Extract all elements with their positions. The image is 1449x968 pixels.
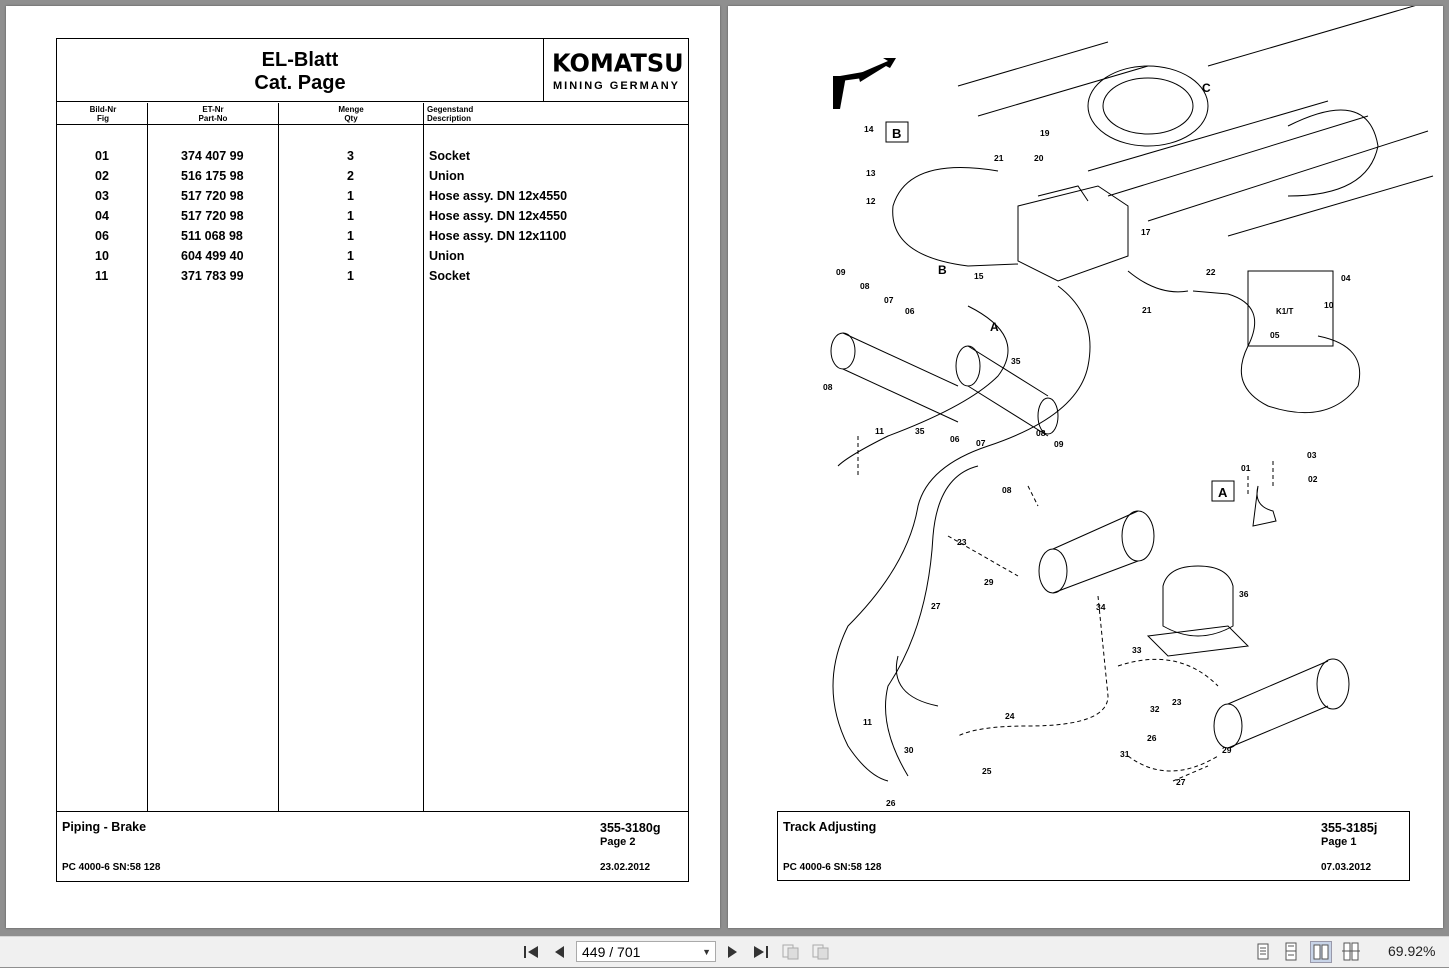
- callout-label: 33: [1132, 645, 1142, 655]
- callout-label: 30: [904, 745, 914, 755]
- callout-numbers: [823, 124, 1351, 806]
- callout-label: 08: [823, 382, 833, 392]
- callout-label: 23: [1172, 697, 1182, 707]
- row-desc: Socket: [429, 269, 470, 283]
- callout-label: 21: [1142, 305, 1152, 315]
- rotate-icon[interactable]: [780, 941, 802, 963]
- callout-label: 15: [974, 271, 984, 281]
- row-part: 604 499 40: [181, 249, 244, 263]
- row-qty: 3: [347, 149, 354, 163]
- callout-label: 12: [866, 196, 876, 206]
- catalog-footer: [57, 811, 688, 882]
- callout-label: 29: [1222, 745, 1232, 755]
- row-fig: 02: [95, 169, 109, 183]
- col-head-fig: [87, 105, 119, 123]
- right-page: [728, 6, 1443, 928]
- row-qty: 1: [347, 249, 354, 263]
- table-row: [57, 189, 688, 209]
- diagram-footer: [777, 811, 1410, 881]
- col-head-desc: [427, 105, 473, 123]
- callout-label: 21: [994, 153, 1004, 163]
- col-head-desc-de: Gegenstand: [427, 105, 474, 114]
- box-a-label: A: [1218, 485, 1228, 500]
- row-desc: Union: [429, 249, 465, 263]
- chevron-down-icon[interactable]: ▼: [702, 947, 711, 957]
- col-head-part-en: Part-No: [198, 114, 228, 123]
- col-head-fig-en: Fig: [97, 114, 109, 123]
- row-qty: 2: [347, 169, 354, 183]
- callout-label: 11: [875, 426, 884, 436]
- next-page-icon[interactable]: [722, 941, 744, 963]
- left-page: [6, 6, 720, 928]
- callout-label: 06: [950, 434, 960, 444]
- page-number-field[interactable]: [576, 941, 716, 962]
- callout-label: 36: [1239, 589, 1249, 599]
- callout-label: 19: [1040, 128, 1050, 138]
- callout-label: 10: [1324, 300, 1334, 310]
- row-qty: 1: [347, 269, 354, 283]
- row-desc: Hose assy. DN 12x4550: [429, 209, 568, 223]
- callout-label: 24: [1005, 711, 1015, 721]
- direction-arrow-icon: [833, 58, 896, 109]
- logo-sub-text: MINING GERMANY: [553, 80, 680, 92]
- row-part: 371 783 99: [181, 269, 244, 283]
- callout-label: 31: [1120, 749, 1130, 759]
- footer-doc-no: 355-3180g: [600, 821, 661, 835]
- f-arrow-label: F: [832, 106, 833, 107]
- rotate-alt-icon[interactable]: [810, 941, 832, 963]
- zoom-level[interactable]: 69.92%: [1388, 943, 1436, 959]
- table-row: [57, 169, 688, 189]
- callout-label: 17: [1141, 227, 1151, 237]
- row-desc: Hose assy. DN 12x4550: [429, 189, 568, 203]
- catalog-title: [57, 49, 543, 95]
- viewer-toolbar: [0, 936, 1449, 967]
- callout-label: 05: [1270, 330, 1280, 340]
- last-page-icon[interactable]: [750, 941, 772, 963]
- callout-label: 03: [1307, 450, 1317, 460]
- callout-label: 27: [931, 601, 941, 611]
- callout-label: 35: [1011, 356, 1021, 366]
- callout-label: 01: [1241, 463, 1251, 473]
- row-fig: 10: [95, 249, 109, 263]
- callout-label: 08: [1002, 485, 1012, 495]
- header-divider: [57, 124, 688, 125]
- callout-label: 23: [957, 537, 967, 547]
- callout-label: 29: [984, 577, 994, 587]
- callout-label: 26: [1147, 733, 1157, 743]
- table-row: [57, 209, 688, 229]
- prev-page-icon[interactable]: [548, 941, 570, 963]
- row-desc: Hose assy. DN 12x1100: [429, 229, 567, 243]
- catalog-header: [57, 39, 688, 102]
- row-qty: 1: [347, 189, 354, 203]
- arrow-b-label: B: [938, 263, 947, 277]
- arrow-a-label: A: [990, 320, 999, 334]
- callout-label: 08: [1036, 428, 1046, 438]
- catalog-frame: [56, 38, 689, 882]
- callout-label: 09: [1054, 439, 1064, 449]
- footer-date: 07.03.2012: [1321, 862, 1372, 873]
- callout-label: 20: [1034, 153, 1044, 163]
- title-line-2: Cat. Page: [254, 72, 346, 94]
- callout-label: 14: [864, 124, 874, 134]
- callout-label: 09: [836, 267, 846, 277]
- callout-label: 07: [976, 438, 986, 448]
- row-fig: 11: [95, 269, 109, 283]
- callout-label: 35: [915, 426, 925, 436]
- callout-label: 11: [863, 717, 872, 727]
- col-head-desc-en: Description: [427, 114, 472, 123]
- row-qty: 1: [347, 209, 354, 223]
- arrow-c-label: C: [1202, 81, 1211, 95]
- row-fig: 01: [95, 149, 109, 163]
- footer-page: Page 1: [1321, 836, 1357, 848]
- k1t-label: K1/T: [1276, 307, 1294, 316]
- col-head-qty-en: Qty: [344, 114, 358, 123]
- two-page-icon[interactable]: [1310, 941, 1332, 963]
- footer-model: PC 4000-6 SN:58 128: [62, 862, 161, 873]
- callout-label: 25: [982, 766, 992, 776]
- callout-label: 32: [1150, 704, 1160, 714]
- row-fig: 03: [95, 189, 109, 203]
- callout-label: 13: [866, 168, 876, 178]
- footer-title: Piping - Brake: [62, 820, 147, 834]
- col-head-qty-de: Menge: [338, 105, 364, 114]
- row-part: 516 175 98: [181, 169, 244, 183]
- single-page-icon[interactable]: [1252, 941, 1274, 963]
- callout-label: 26: [886, 798, 896, 806]
- callout-label: 27: [1176, 777, 1186, 787]
- table-row: [57, 229, 688, 249]
- row-part: 511 068 98: [181, 229, 243, 243]
- page-number-value: 449 / 701: [582, 944, 641, 960]
- row-fig: 06: [95, 229, 109, 243]
- footer-page: Page 2: [600, 836, 636, 848]
- callout-label: 02: [1308, 474, 1318, 484]
- footer-model: PC 4000-6 SN:58 128: [783, 862, 882, 873]
- table-row: [57, 249, 688, 269]
- logo-main-text: KOMATSU: [552, 48, 684, 78]
- title-line-1: EL-Blatt: [261, 49, 339, 71]
- row-part: 517 720 98: [181, 209, 244, 223]
- continuous-page-icon[interactable]: [1280, 941, 1302, 963]
- col-head-part-de: ET-Nr: [202, 105, 224, 114]
- track-adjusting-diagram: [728, 6, 1443, 806]
- col-head-fig-de: Bild-Nr: [89, 105, 117, 114]
- callout-label: 08: [860, 281, 870, 291]
- first-page-icon[interactable]: [520, 941, 542, 963]
- callout-label: 07: [884, 295, 894, 305]
- komatsu-logo: [543, 39, 689, 101]
- callout-label: 04: [1341, 273, 1351, 283]
- callout-label: 06: [905, 306, 915, 316]
- row-qty: 1: [347, 229, 354, 243]
- row-part: 374 407 99: [181, 149, 244, 163]
- row-desc: Union: [429, 169, 465, 183]
- table-row: [57, 149, 688, 169]
- footer-date: 23.02.2012: [600, 862, 651, 873]
- row-desc: Socket: [429, 149, 470, 163]
- box-b-label: B: [892, 126, 902, 141]
- row-part: 517 720 98: [181, 189, 244, 203]
- footer-title: Track Adjusting: [783, 820, 877, 834]
- callout-label: 34: [1096, 602, 1106, 612]
- footer-doc-no: 355-3185j: [1321, 821, 1378, 835]
- two-page-continuous-icon[interactable]: [1340, 941, 1362, 963]
- col-head-part: [187, 105, 239, 123]
- table-row: [57, 269, 688, 289]
- callout-label: 22: [1206, 267, 1216, 277]
- col-head-qty: [335, 105, 367, 123]
- row-fig: 04: [95, 209, 109, 223]
